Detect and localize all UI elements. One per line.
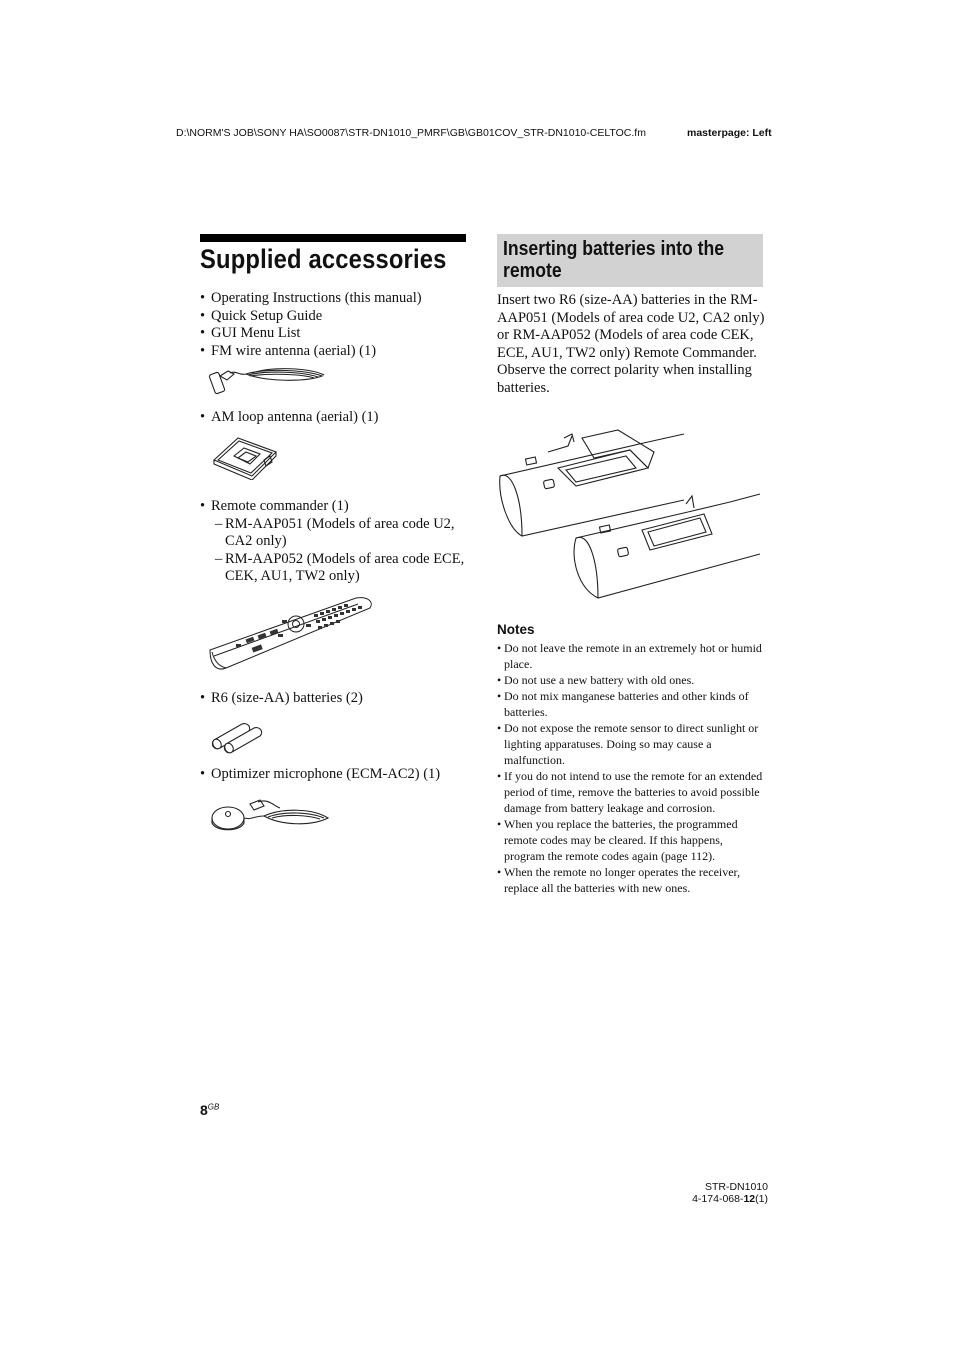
instruction-paragraph: Observe the correct polarity when installing batteries.	[497, 362, 752, 396]
list-item: • Operating Instructions (this manual)	[200, 290, 470, 308]
section-rule	[200, 234, 466, 242]
am-loop-antenna-illustration	[208, 432, 282, 480]
list-item: • Quick Setup Guide	[200, 308, 470, 326]
page-region-suffix: GB	[207, 1102, 220, 1112]
instruction-paragraph: Insert two R6 (size-AA) batteries in the RM-AAP051 (Models of area code U2, CA2 only) or RM-AAP052 (Models of area code CEK, ECE, AU1, TW2 only) Remote Commander.	[497, 292, 765, 361]
model-name: STR-DN1010	[704, 1181, 768, 1193]
section-title-inserting-batteries: Inserting batteries into the remote	[503, 238, 725, 282]
list-item: • Optimizer microphone (ECM-AC2) (1)	[200, 766, 470, 784]
am-antenna-list	[200, 409, 470, 427]
remote-commander-illustration	[206, 594, 376, 676]
microphone-list	[200, 766, 470, 784]
file-path-header: D:\NORM'S JOB\SONY HA\SO0087\STR-DN1010_PMRF\GB\GB01COV_STR-DN1010-CELTOC.fm	[176, 127, 646, 139]
list-item: • AM loop antenna (aerial) (1)	[200, 409, 470, 427]
list-item: • When the remote no longer operates the receiver, replace all the batteries with new ones.	[497, 864, 765, 896]
page-number-value: 8	[200, 1102, 208, 1118]
fm-antenna-illustration	[206, 364, 330, 400]
remote-model-text: RM-AAP052 (Models of area code ECE, CEK, AU1, TW2 only)	[225, 550, 465, 585]
dash: –	[215, 550, 223, 567]
list-item: • Do not use a new battery with old ones.	[497, 672, 765, 688]
list-item: • Do not mix manganese batteries and other kinds of batteries.	[497, 688, 765, 720]
remote-model-list	[211, 516, 470, 586]
list-item	[213, 551, 470, 586]
optimizer-microphone-illustration	[208, 790, 332, 836]
list-item: • FM wire antenna (aerial) (1)	[200, 343, 470, 361]
list-item	[200, 498, 470, 586]
remote-model-text: RM-AAP051 (Models of area code U2, CA2 only)	[225, 515, 455, 550]
list-item: • If you do not intend to use the remote for an extended period of time, remove the batteries to avoid possible damage from battery leakage and corrosion.	[497, 768, 765, 816]
batteries-illustration	[208, 718, 264, 754]
battery-list	[200, 690, 470, 708]
masterpage-label: masterpage: Left	[687, 127, 772, 139]
list-item: • GUI Menu List	[200, 325, 470, 343]
code-suffix: (1)	[755, 1193, 768, 1205]
accessory-list	[200, 290, 470, 360]
dash: –	[215, 515, 223, 532]
remote-list	[200, 498, 470, 586]
list-item: • Do not expose the remote sensor to direct sunlight or lighting apparatuses. Doing so may cause a malfunction.	[497, 720, 765, 768]
document-code	[692, 1193, 768, 1205]
remote-item-label: Remote commander (1)	[211, 498, 349, 514]
page-number	[200, 1102, 219, 1118]
notes-list	[497, 640, 765, 896]
list-item: • R6 (size-AA) batteries (2)	[200, 690, 470, 708]
list-item: • Do not leave the remote in an extremely hot or humid place.	[497, 640, 765, 672]
battery-instructions	[497, 292, 767, 398]
code-prefix: 4-174-068-	[692, 1193, 744, 1205]
section-title-supplied-accessories: Supplied accessories	[200, 244, 447, 274]
list-item	[213, 516, 470, 551]
list-item: • When you replace the batteries, the programmed remote codes may be cleared. If this happens, program the remote codes again (page 112).	[497, 816, 765, 864]
code-revision: 12	[743, 1193, 756, 1205]
battery-insertion-illustration	[498, 428, 762, 604]
notes-heading: Notes	[497, 622, 535, 637]
model-code-footer	[692, 1181, 768, 1205]
